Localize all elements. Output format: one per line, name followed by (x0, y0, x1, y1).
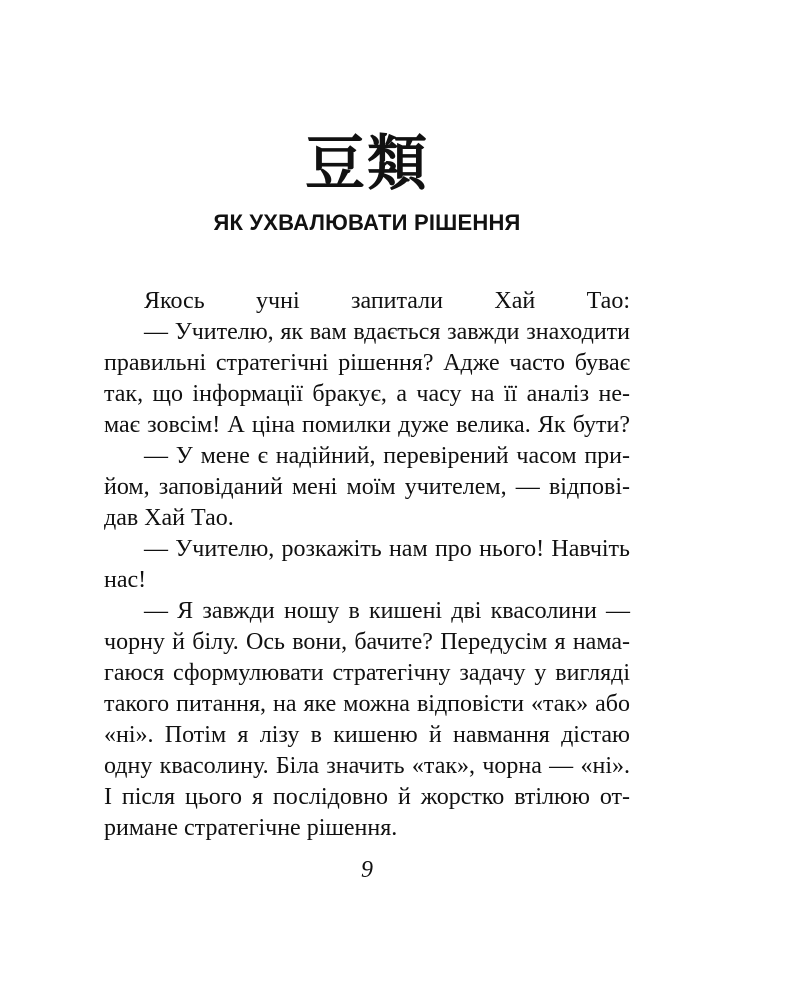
chinese-title: 豆類 (305, 129, 429, 199)
text-line: — Учителю, розкажіть нам про нього! Навчіть (144, 536, 630, 562)
text-line: чорну й білу. Ось вони, бачите? Передусім я нама- (104, 629, 630, 655)
text-line: — У мене є надійний, перевірений часом при- (144, 443, 630, 469)
body-text (104, 286, 630, 844)
text-line: одну квасолину. Біла значить «так», чорна — «ні». (104, 753, 630, 779)
text-line: так, що інформації бракує, а часу на її аналіз не- (104, 381, 630, 407)
text-line: йом, заповіданий мені моїм учителем, — відпові- (104, 474, 630, 500)
text-line: має зовсім! А ціна помилки дуже велика. Як бути? (104, 412, 630, 438)
text-line: — Учителю, як вам вдається завжди знаходити (144, 319, 630, 345)
text-line: Якось учні запитали Хай Тао: (144, 288, 630, 314)
text-line: «ні». Потім я лізу в кишеню й навмання дістаю (104, 722, 630, 748)
text-line: римане стратегічне рішення. (104, 815, 398, 841)
page-number: 9 (361, 857, 373, 883)
text-line: — Я завжди ношу в кишені дві квасолини — (144, 598, 630, 624)
text-line: І після цього я послідовно й жорстко втілюю от- (104, 784, 630, 810)
chapter-subtitle: ЯК УХВАЛЮВАТИ РІШЕННЯ (213, 210, 521, 235)
text-line: гаюся сформулювати стратегічну задачу у вигляді (104, 660, 630, 686)
text-line: правильні стратегічні рішення? Адже часто буває (104, 350, 630, 376)
text-line: такого питання, на яке можна відповісти «так» або (104, 691, 630, 717)
text-line: нас! (104, 567, 147, 593)
text-line: дав Хай Тао. (104, 505, 234, 531)
